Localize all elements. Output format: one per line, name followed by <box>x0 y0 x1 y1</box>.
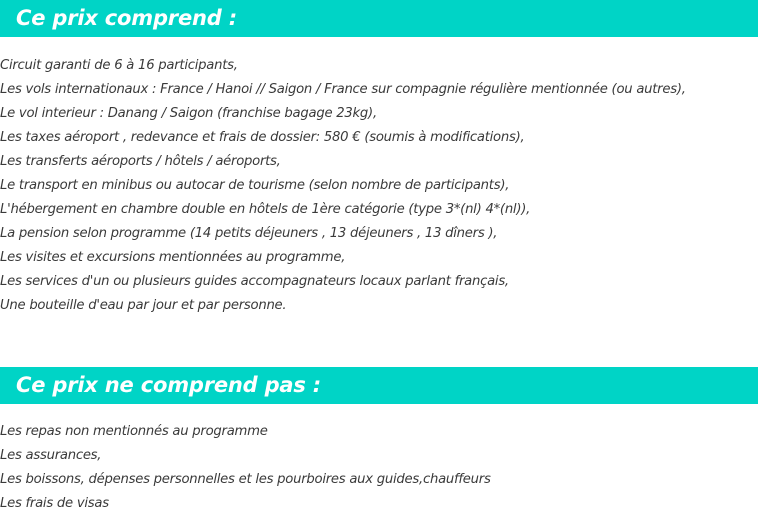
includes-header <box>0 0 758 37</box>
list-item: Les transferts aéroports / hôtels / aéroports, <box>0 154 281 169</box>
list-item: Le vol interieur : Danang / Saigon (franchise bagage 23kg), <box>0 106 377 121</box>
list-item: Les vols internationaux : France / Hanoi // Saigon / France sur compagnie régulière mentionnée (ou autres), <box>0 82 686 97</box>
list-item: Les repas non mentionnés au programme <box>0 424 268 439</box>
excludes-header <box>0 367 758 404</box>
excludes-list <box>0 420 758 516</box>
list-item: Les visites et excursions mentionnées au programme, <box>0 250 346 265</box>
list-item: Les frais de visas <box>0 496 109 511</box>
list-item: Le transport en minibus ou autocar de tourisme (selon nombre de participants), <box>0 178 510 193</box>
list-item: Une bouteille d'eau par jour et par personne. <box>0 298 287 313</box>
excludes-title: Ce prix ne comprend pas : <box>16 373 322 397</box>
list-item: Les taxes aéroport , redevance et frais de dossier: 580 € (soumis à modifications), <box>0 130 525 145</box>
includes-list <box>0 54 758 318</box>
list-item: Les assurances, <box>0 448 102 463</box>
list-item: L'hébergement en chambre double en hôtels de 1ère catégorie (type 3*(nl) 4*(nl)), <box>0 202 531 217</box>
list-item: Circuit garanti de 6 à 16 participants, <box>0 58 238 73</box>
list-item: Les services d'un ou plusieurs guides accompagnateurs locaux parlant français, <box>0 274 509 289</box>
list-item: La pension selon programme (14 petits déjeuners , 13 déjeuners , 13 dîners ), <box>0 226 498 241</box>
includes-title: Ce prix comprend : <box>16 6 237 30</box>
list-item: Les boissons, dépenses personnelles et les pourboires aux guides,chauffeurs <box>0 472 491 487</box>
